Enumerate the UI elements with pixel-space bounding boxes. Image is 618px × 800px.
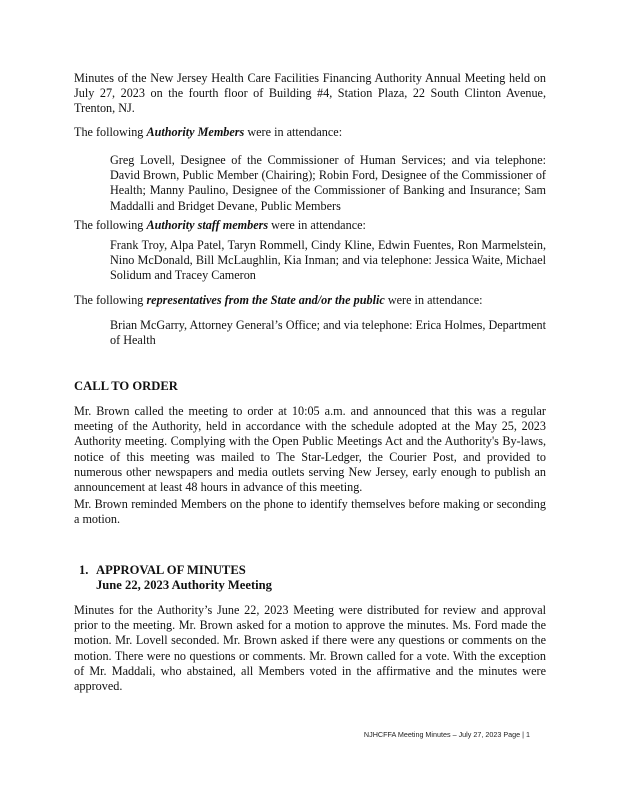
staff-intro-prefix: The following xyxy=(74,218,147,232)
members-intro-emphasis: Authority Members xyxy=(146,125,245,139)
call-to-order-paragraph: Mr. Brown called the meeting to order at 10:05 a.m. and announced that this was a regular meeting of the Authority, held in accordance with the schedule adopted at the May 25, 2023 Authority meeting. Complying with the Open Public Meetings Act and the Authority's By-laws, notice of this meeting was mailed to The Star-Ledger, the Courier Post, and provided to numerous other newspapers and media outlets serving New Jersey, early enough to publish an announcement at least 48 hours in advance of this meeting. xyxy=(74,404,546,495)
intro-paragraph: Minutes of the New Jersey Health Care Facilities Financing Authority Annual Meeting held on July 27, 2023 on the fourth floor of Building #4, Station Plaza, 22 South Clinton Avenue, Trenton, NJ. xyxy=(74,71,546,116)
public-intro-suffix: were in attendance: xyxy=(384,293,483,307)
staff-list: Frank Troy, Alpa Patel, Taryn Rommell, Cindy Kline, Edwin Fuentes, Ron Marmelstein, Nino McDonald, Bill McLaughlin, Kia Inman; and via telephone: Jessica Waite, Michael Solidum and Tracey Cameron xyxy=(110,238,546,283)
public-list: Brian McGarry, Attorney General’s Office; and via telephone: Erica Holmes, Department of Health xyxy=(110,318,546,348)
page-footer: NJHCFFA Meeting Minutes – July 27, 2023 Page | 1 xyxy=(363,730,530,739)
members-intro-line xyxy=(74,125,546,140)
phone-reminder-paragraph: Mr. Brown reminded Members on the phone to identify themselves before making or seconding a motion. xyxy=(74,497,546,527)
staff-intro-suffix: were in attendance: xyxy=(268,218,366,232)
call-to-order-heading: CALL TO ORDER xyxy=(74,379,178,393)
staff-intro-emphasis: Authority staff members xyxy=(146,218,269,232)
members-intro-suffix: were in attendance: xyxy=(244,125,343,139)
section-number: 1. xyxy=(79,563,89,577)
members-intro-prefix: The following xyxy=(74,125,147,139)
public-intro-line xyxy=(74,293,546,308)
public-intro-prefix: The following xyxy=(74,293,147,307)
staff-intro-line xyxy=(74,218,546,233)
members-list: Greg Lovell, Designee of the Commissioner of Human Services; and via telephone: David Brown, Public Member (Chairing); Robin Ford, Designee of the Commissioner of Health; Manny Paulino, Designee of the Commissioner of Banking and Insurance; Sam Maddalli and Bridget Devane, Public Members xyxy=(110,153,546,213)
public-intro-emphasis: representatives from the State and/or the public xyxy=(146,293,385,307)
section-title: APPROVAL OF MINUTES xyxy=(96,563,246,577)
section-subtitle: June 22, 2023 Authority Meeting xyxy=(96,578,272,592)
approval-minutes-paragraph: Minutes for the Authority’s June 22, 2023 Meeting were distributed for review and approval prior to the meeting. Mr. Brown asked for a motion to approve the minutes. Ms. Ford made the motion. Mr. Lovell seconded. Mr. Brown asked if there were any questions or comments on the motion. There were no questions or comments. Mr. Brown called for a vote. With the exception of Mr. Maddali, who abstained, all Members voted in the affirmative and the minutes were approved. xyxy=(74,603,546,694)
